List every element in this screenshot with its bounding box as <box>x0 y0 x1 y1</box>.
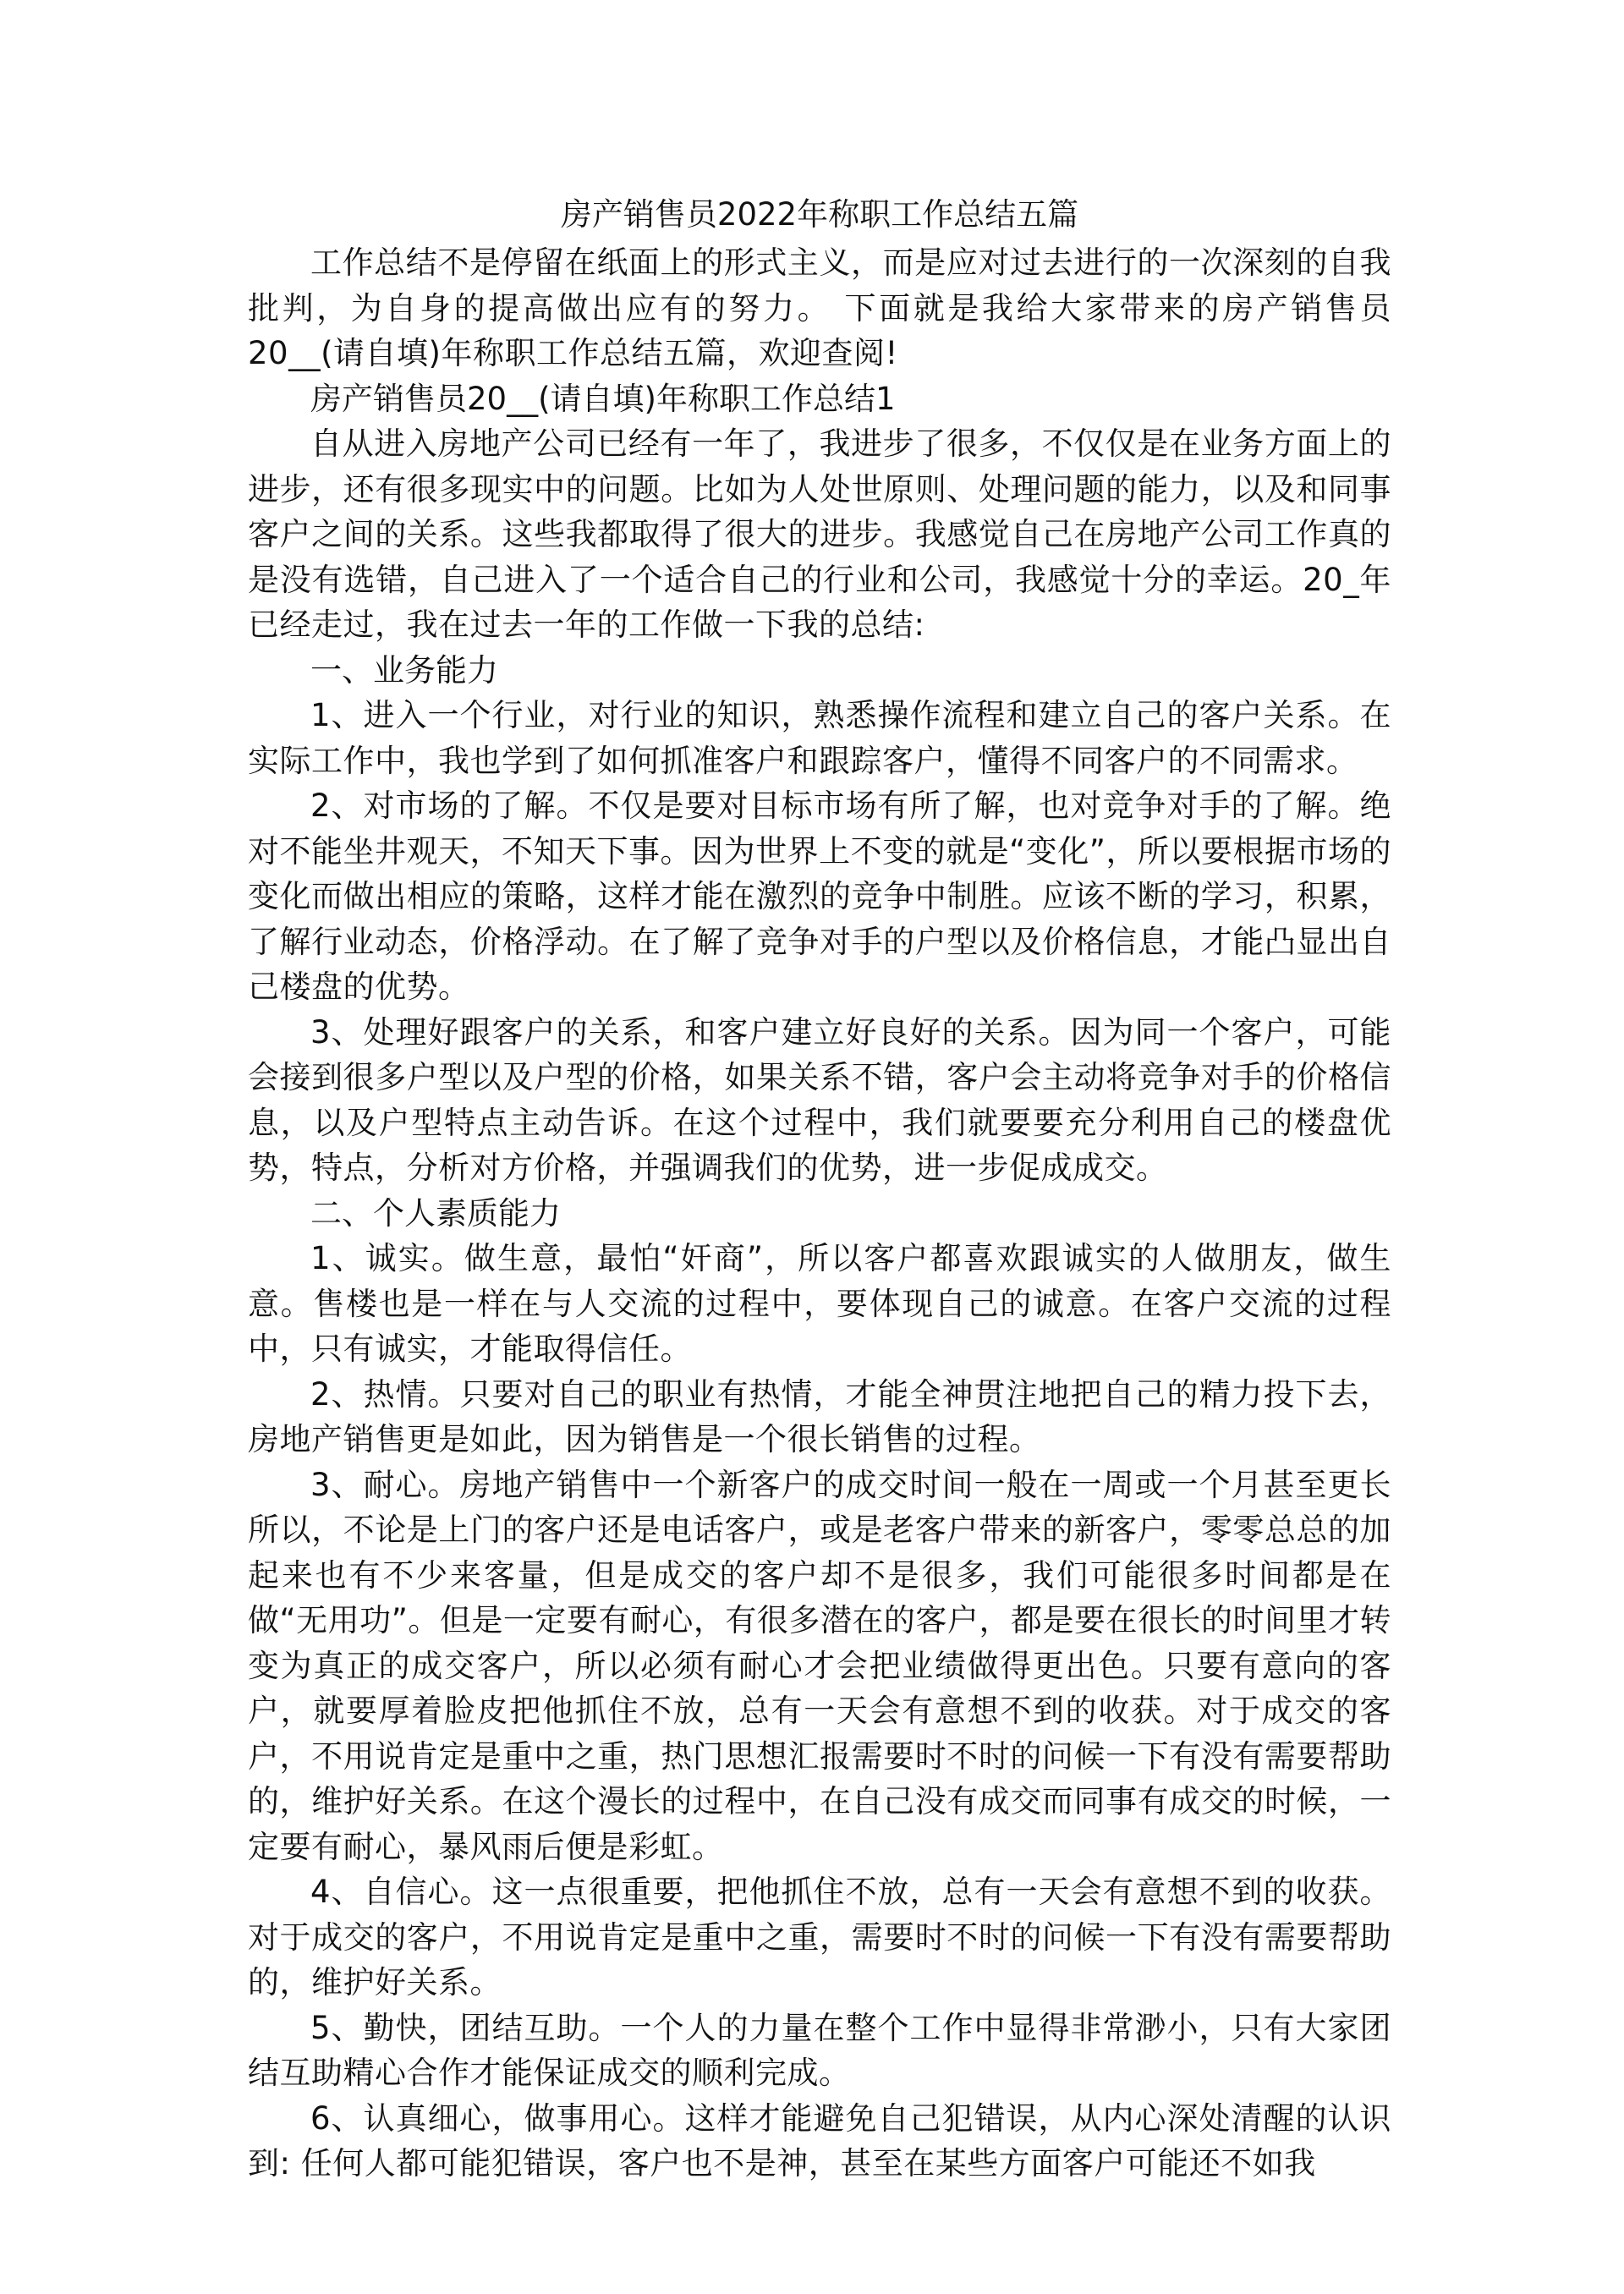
opening-paragraph: 自从进入房地产公司已经有一年了，我进步了很多，不仅仅是在业务方面上的进步，还有很多现实中的问题。比如为人处世原则、处理问题的能力，以及和同事客户之间的关系。这些我都取得了很大的进步。我感觉自己在房地产公司工作真的是没有选错，自己进入了一个适合自己的行业和公司，我感觉十分的幸运。20_年已经走过，我在过去一年的工作做一下我的总结: <box>248 425 1391 643</box>
business-item-3: 3、处理好跟客户的关系，和客户建立好良好的关系。因为同一个客户，可能会接到很多户型以及户型的价格，如果关系不错，客户会主动将竞争对手的价格信息，以及户型特点主动告诉。在这个过程中，我们就要要充分利用自己的楼盘优势，特点，分析对方价格，并强调我们的优势，进一步促成成交。 <box>248 1013 1391 1186</box>
personal-item-6: 6、认真细心，做事用心。这样才能避免自己犯错误，从内心深处清醒的认识到: 任何人都可能犯错误，客户也不是神，甚至在某些方面客户可能还不如我 <box>248 2099 1391 2181</box>
section-heading-business: 一、业务能力 <box>310 651 498 689</box>
personal-item-1: 1、诚实。做生意，最怕“奸商”，所以客户都喜欢跟诚实的人做朋友，做生意。售楼也是一样在与人交流的过程中，要体现自己的诚意。在客户交流的过程中，只有诚实，才能取得信任。 <box>248 1240 1391 1367</box>
document-page <box>248 193 1391 2187</box>
intro-paragraph: 工作总结不是停留在纸面上的形式主义，而是应对过去进行的一次深刻的自我批判，为自身的提高做出应有的努力。 下面就是我给大家带来的房产销售员20__(请自填)年称职工作总结五篇，欢迎查阅! <box>248 244 1391 371</box>
business-item-2: 2、对市场的了解。不仅是要对目标市场有所了解，也对竞争对手的了解。绝对不能坐井观天，不知天下事。因为世界上不变的就是“变化”，所以要根据市场的变化而做出相应的策略，这样才能在激烈的竞争中制胜。应该不断的学习，积累，了解行业动态，价格浮动。在了解了竞争对手的户型以及价格信息，才能凸显出自己楼盘的优势。 <box>248 788 1391 1005</box>
personal-item-4: 4、自信心。这一点很重要，把他抓住不放，总有一天会有意想不到的收获。对于成交的客户，不用说肯定是重中之重，需要时不时的问候一下有没有需要帮助的，维护好关系。 <box>248 1874 1391 2000</box>
personal-item-3: 3、耐心。房地产销售中一个新客户的成交时间一般在一周或一个月甚至更长所以，不论是上门的客户还是电话客户，或是老客户带来的新客户，零零总总的加起来也有不少来客量，但是成交的客户却不是很多，我们可能很多时间都是在做“无用功”。但是一定要有耐心，有很多潜在的客户，都是要在很长的时间里才转变为真正的成交客户，所以必须有耐心才会把业绩做得更出色。只要有意向的客户，就要厚着脸皮把他抓住不放，总有一天会有意想不到的收获。对于成交的客户，不用说肯定是重中之重，热门思想汇报需要时不时的问候一下有没有需要帮助的，维护好关系。在这个漫长的过程中，在自己没有成交而同事有成交的时候，一定要有耐心，暴风雨后便是彩虹。 <box>248 1466 1391 1865</box>
document-title: 房产销售员2022年称职工作总结五篇 <box>560 196 1079 233</box>
business-item-1: 1、进入一个行业，对行业的知识，熟悉操作流程和建立自己的客户关系。在实际工作中，我也学到了如何抓准客户和跟踪客户，懂得不同客户的不同需求。 <box>248 697 1391 779</box>
subtitle-heading: 房产销售员20__(请自填)年称职工作总结1 <box>310 380 896 417</box>
personal-item-5: 5、勤快，团结互助。一个人的力量在整个工作中显得非常渺小，只有大家团结互助精心合作才能保证成交的顺利完成。 <box>248 2009 1391 2091</box>
section-heading-personal: 二、个人素质能力 <box>310 1194 561 1232</box>
personal-item-2: 2、热情。只要对自己的职业有热情，才能全神贯注地把自己的精力投下去，房地产销售更是如此，因为销售是一个很长销售的过程。 <box>248 1375 1391 1457</box>
